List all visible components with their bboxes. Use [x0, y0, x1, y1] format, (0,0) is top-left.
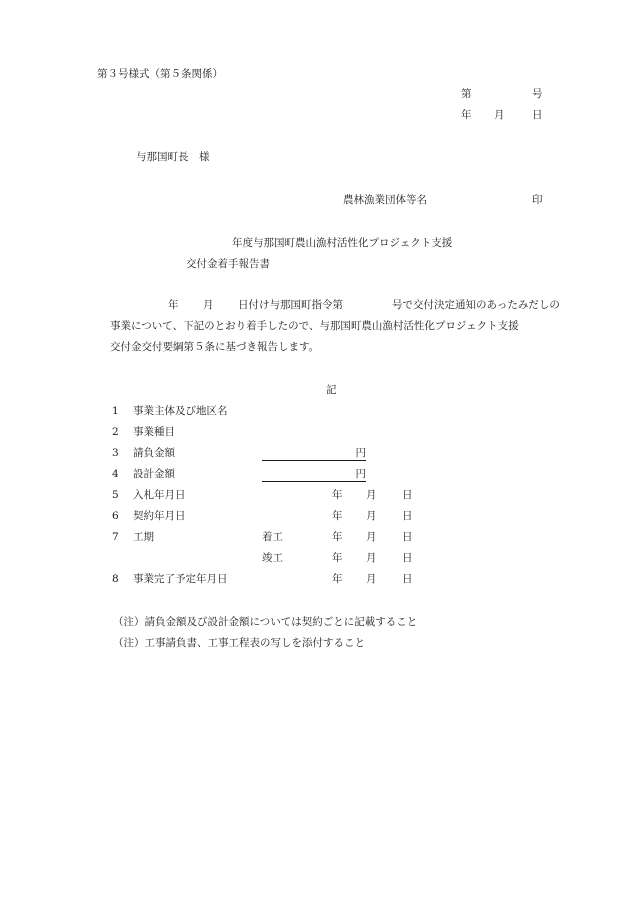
year-mark: 年 — [332, 510, 343, 522]
item-number: 8 — [112, 573, 119, 585]
list-item — [0, 404, 630, 418]
year-mark: 年 — [332, 531, 343, 543]
item-number: 1 — [112, 405, 119, 417]
item-label: 事業種目 — [133, 426, 175, 438]
day-mark: 日 — [402, 531, 413, 543]
title-line-1: 年度与那国町農山漁村活性化プロジェクト支援 — [232, 237, 453, 249]
list-item — [0, 488, 630, 502]
month-mark: 月 — [366, 531, 377, 543]
list-item — [0, 530, 630, 544]
item-label: 請負金額 — [133, 447, 175, 459]
body-line-3: 交付金交付要綱第５条に基づき報告します。 — [110, 341, 320, 353]
day-mark: 日 — [402, 552, 413, 564]
list-item — [0, 572, 630, 586]
item-label: 入札年月日 — [133, 489, 186, 501]
yen-unit: 円 — [355, 447, 366, 459]
month-mark: 月 — [366, 573, 377, 585]
doc-number-prefix: 第 — [461, 88, 472, 100]
seal-mark: 印 — [532, 194, 543, 206]
item-number: 6 — [112, 510, 119, 522]
body-year: 年 — [168, 299, 179, 311]
day-mark: 日 — [402, 489, 413, 501]
year-mark: 年 — [332, 552, 343, 564]
doc-number-suffix: 号 — [532, 88, 543, 100]
list-item — [0, 467, 630, 481]
list-item — [0, 509, 630, 523]
amount-blank-contract — [262, 446, 366, 461]
item-number: 2 — [112, 426, 119, 438]
yen-unit: 円 — [355, 468, 366, 480]
list-item — [0, 425, 630, 439]
body-tail: 号で交付決定通知のあったみだしの — [392, 299, 560, 311]
amount-blank-design — [262, 467, 366, 482]
body-line-2: 事業について、下記のとおり着手したので、与那国町農山漁村活性化プロジェクト支援 — [110, 320, 519, 332]
month-mark: 月 — [366, 510, 377, 522]
date-day: 日 — [532, 109, 543, 121]
sub-label-complete: 竣工 — [262, 552, 283, 564]
ki-heading: 記 — [326, 384, 337, 396]
item-label: 事業完了予定年月日 — [133, 573, 228, 585]
form-label: 第３号様式（第５条関係） — [97, 68, 223, 80]
body-rest: 日付け与那国町指令第 — [238, 299, 343, 311]
sub-label-start: 着工 — [262, 531, 283, 543]
title-line-2: 交付金着手報告書 — [186, 258, 270, 270]
month-mark: 月 — [366, 489, 377, 501]
item-number: 7 — [112, 531, 119, 543]
item-label: 工期 — [133, 531, 154, 543]
body-month: 月 — [203, 299, 214, 311]
item-number: 3 — [112, 447, 119, 459]
item-label: 設計金額 — [133, 468, 175, 480]
list-item — [0, 551, 630, 565]
list-item — [0, 446, 630, 460]
addressee: 与那国町長 様 — [136, 151, 210, 163]
item-number: 4 — [112, 468, 119, 480]
item-label: 事業主体及び地区名 — [133, 405, 228, 417]
note-2: （注）工事請負書、工事工程表の写しを添付すること — [113, 637, 365, 649]
year-mark: 年 — [332, 489, 343, 501]
date-year: 年 — [461, 109, 472, 121]
month-mark: 月 — [366, 552, 377, 564]
year-mark: 年 — [332, 573, 343, 585]
note-1: （注）請負金額及び設計金額については契約ごとに記載すること — [113, 616, 418, 628]
date-month: 月 — [494, 109, 505, 121]
day-mark: 日 — [402, 573, 413, 585]
item-number: 5 — [112, 489, 119, 501]
item-label: 契約年月日 — [133, 510, 186, 522]
applicant-label: 農林漁業団体等名 — [343, 194, 427, 206]
day-mark: 日 — [402, 510, 413, 522]
